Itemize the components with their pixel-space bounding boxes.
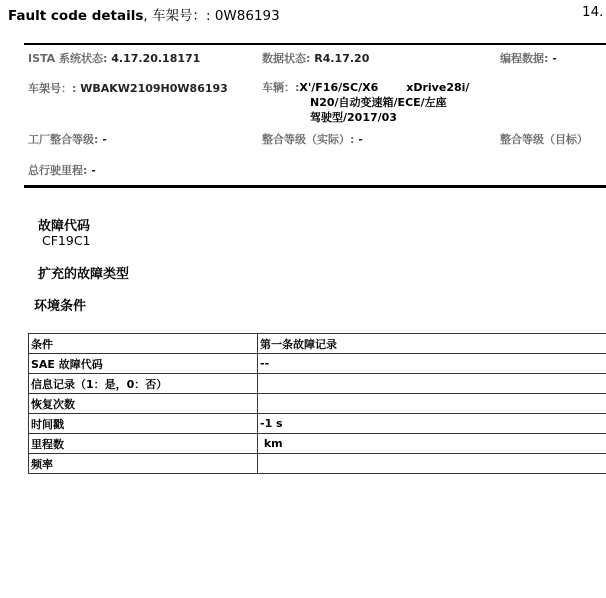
row-value: -1 s <box>258 414 606 434</box>
row-value <box>258 374 606 394</box>
row-value <box>258 394 606 414</box>
extended-fault-type-heading: 扩充的故障类型 <box>38 267 130 282</box>
mileage-label: 总行驶里程: <box>28 164 88 177</box>
ista-status <box>28 50 200 66</box>
vehicle-drive: xDrive28i/ <box>406 81 470 94</box>
data-status-value: R4.17.20 <box>314 52 370 65</box>
section-rule <box>24 185 606 188</box>
top-rule <box>24 43 606 45</box>
table-row <box>29 394 606 414</box>
table-row <box>29 374 606 394</box>
data-status <box>262 50 369 66</box>
table-header-row <box>29 334 606 354</box>
fault-code-value: CF19C1 <box>42 233 91 248</box>
vin-label: 车架号：: <box>28 82 77 95</box>
page-title-bold: Fault code details <box>8 8 144 24</box>
header-first-record: 第一条故障记录 <box>258 334 606 354</box>
row-label: 频率 <box>29 454 258 474</box>
actual-level-label: 整合等级（实际）: <box>262 133 355 146</box>
row-label: 里程数 <box>29 434 258 454</box>
factory-integration-level <box>28 131 107 147</box>
vin <box>28 80 228 96</box>
programming-data-label: 编程数据: <box>500 52 549 65</box>
programming-data-value: - <box>552 52 557 65</box>
target-integration-level <box>500 131 588 147</box>
row-value <box>258 454 606 474</box>
mileage-value: - <box>91 164 96 177</box>
vehicle-model: X'/F16/SC/X6 <box>299 81 379 94</box>
table-row <box>29 354 606 374</box>
conditions-table <box>28 333 606 474</box>
table-row <box>29 454 606 474</box>
actual-integration-level <box>262 131 363 147</box>
ista-status-label: ISTA 系统状态: <box>28 52 108 65</box>
vehicle-line2: N20/自动变速箱/ECE/左座 <box>310 96 447 109</box>
vehicle-label: 车辆：: <box>262 81 300 94</box>
vehicle-line3: 驾驶型/2017/03 <box>310 111 397 124</box>
vin-value: WBAKW2109H0W86193 <box>80 82 228 95</box>
vehicle <box>262 80 592 125</box>
environment-conditions-heading: 环境条件 <box>34 299 87 314</box>
fault-code-heading: 故障代码 <box>38 219 91 234</box>
ista-status-value: 4.17.20.18171 <box>111 52 201 65</box>
target-level-label: 整合等级（目标） <box>500 133 588 146</box>
page-title-vin: , 车架号：: 0W86193 <box>143 8 280 24</box>
table-row <box>29 414 606 434</box>
actual-level-value: - <box>358 133 363 146</box>
table-row <box>29 434 606 454</box>
data-status-label: 数据状态: <box>262 52 311 65</box>
row-label: SAE 故障代码 <box>29 354 258 374</box>
row-value: km <box>258 434 606 454</box>
row-label: 恢复次数 <box>29 394 258 414</box>
factory-level-value: - <box>102 133 107 146</box>
row-label: 时间戳 <box>29 414 258 434</box>
total-mileage <box>28 162 96 178</box>
page-number: 14. <box>582 4 604 20</box>
row-value: -- <box>258 354 606 374</box>
page-title <box>8 4 280 24</box>
header-condition: 条件 <box>29 334 258 354</box>
factory-level-label: 工厂整合等级: <box>28 133 99 146</box>
row-label: 信息记录（1：是，0：否） <box>29 374 258 394</box>
programming-data <box>500 50 557 66</box>
